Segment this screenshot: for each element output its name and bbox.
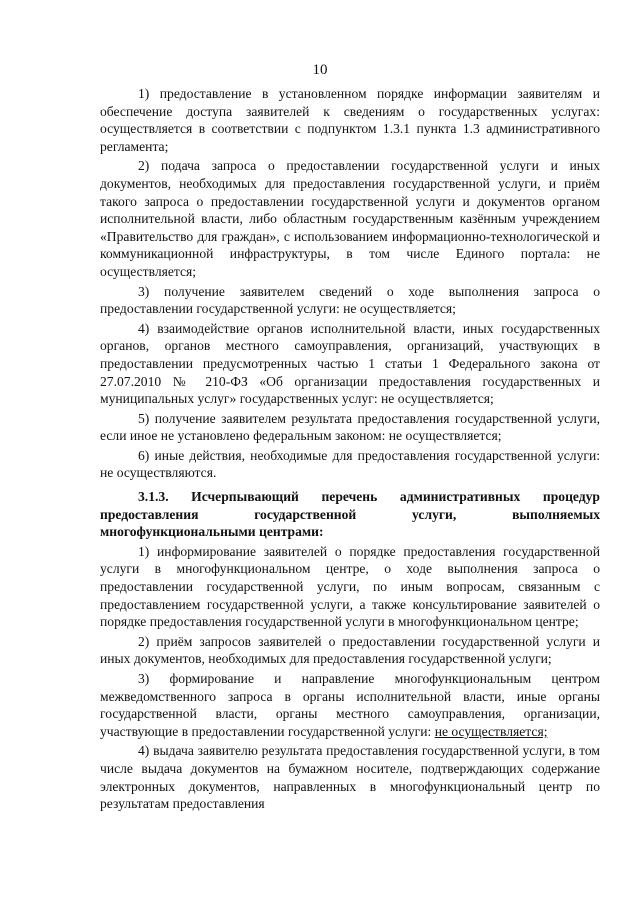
mfc-item-4: 4) выдача заявителю результата предоставления государственной услуги, в том числе выдача документов на бумажном носителе, подтверждающих содержание электронных документов, направленных в многофункциональный центр по результатам предоставления [100, 743, 600, 812]
mfc-item-1: 1) информирование заявителей о порядке предоставления государственной услуги в многофункциональном центре, о ходе выполнения запроса о предоставлении государственной услуги, по иным вопросам, связанным с предоставлением государственной услуги, а также консультирование заявителей о порядке предоставления государственной услуги в многофункциональном центре; [100, 543, 600, 630]
mfc-item-3 [100, 670, 600, 740]
page-number: 10 [312, 62, 328, 78]
document-body [100, 85, 600, 815]
mfc-item-3-text: 3) формирование и направление многофункциональным центром межведомственного запроса в органы исполнительной власти, иные органы государственной власти, органы местного самоуправления, организации, участвующие в предоставлении государственной услуги: [100, 671, 600, 739]
mfc-item-2: 2) приём запросов заявителей о предоставлении государственной услуги и иных документов, необходимых для предоставления государственной услуги; [100, 633, 600, 667]
paragraph-6: 6) иные действия, необходимые для предоставления государственной услуги: не осуществляются. [100, 447, 600, 481]
paragraph-3: 3) получение заявителем сведений о ходе выполнения запроса о предоставлении государственной услуги: не осуществляется; [100, 283, 600, 317]
paragraph-4: 4) взаимодействие органов исполнительной власти, иных государственных органов, органов местного самоуправления, организаций, участвующих в предоставлении предусмотренных частью 1 статьи 1 Федерального закона от 27.07.2010 № 210-ФЗ «Об организации предоставления государственных и муниципальных услуг» государственных услуг: не осуществляется; [100, 320, 600, 407]
paragraph-2: 2) подача запроса о предоставлении государственной услуги и иных документов, необходимых для предоставления государственной услуги, и приём такого запроса о предоставлении государственной услуги и документов органом исполнительной власти, либо областным государственным казённым учреждением «Правительство для граждан», с использованием информационно-технологической и коммуникационной инфраструктуры, в том числе Единого портала: не осуществляется; [100, 158, 600, 279]
mfc-item-3-underlined: не осуществляется; [434, 723, 548, 739]
section-heading: 3.1.3. Исчерпывающий перечень административных процедур предоставления государственной услуги, выполняемых многофункциональными центрами: [100, 489, 600, 540]
paragraph-5: 5) получение заявителем результата предоставления государственной услуги, если иное не установлено федеральным законом: не осуществляется; [100, 410, 600, 444]
paragraph-1: 1) предоставление в установленном порядке информации заявителям и обеспечение доступа заявителей к сведениям о государственных услугах: осуществляется в соответствии с подпунктом 1.3.1 пункта 1.3 административного регламента; [100, 86, 600, 154]
